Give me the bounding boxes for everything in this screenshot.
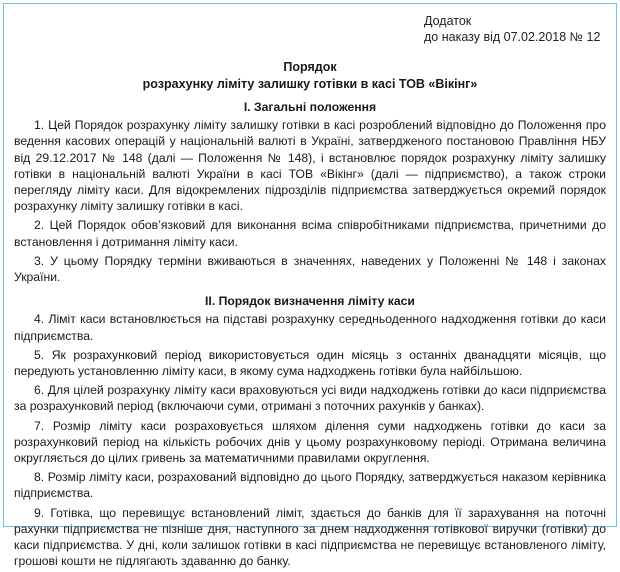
paragraph-8: 8. Розмір ліміту каси, розрахований відповідно до цього Порядку, затверджується наказом керівника підприємства. bbox=[14, 470, 606, 501]
paragraph-9: 9. Готівка, що перевищує встановлений ліміт, здається до банків для її зарахування на поточні рахунки підприємства не пізніше дня, наступного за днем надходження готівкової виручки (готівки) до каси підприємства. У дні, коли залишок готівки в касі підприємства не перевищує встановленого ліміту, грошові кошти не підлягають здаванню до банку. bbox=[14, 505, 606, 569]
document-title bbox=[4, 59, 616, 93]
annex-order-reference: до наказу від 07.02.2018 № 12 bbox=[424, 30, 601, 44]
section-heading: I. Загальні положення bbox=[243, 100, 377, 114]
annex-block bbox=[424, 13, 600, 45]
document-body bbox=[14, 99, 606, 572]
paragraph-2: 2. Цей Порядок обов’язковий для виконання всіма співробітниками підприємства, причетними до встановлення і дотримання ліміту каси. bbox=[14, 218, 606, 249]
section-general-provisions bbox=[14, 99, 606, 285]
annex-label: Додаток bbox=[424, 14, 472, 28]
paragraph-1: 1. Цей Порядок розрахунку ліміту залишку готівки в касі розроблений відповідно до Положення про ведення касових операцій у національній валюті в Україні, затвердженого постановою Правління НБУ від 29.12.2017 № 148 (далі — Положення № 148), і встановлює порядок розрахунку ліміту залишку готівки в національній валюті України в касі ТОВ «Вікінг» (далі — підприємство), а також строки перегляду ліміту каси. Для відокремлених підрозділів підприємства затверджується окремий порядок розрахунку ліміту залишку готівки в касі. bbox=[14, 118, 606, 214]
paragraph-3: 3. У цьому Порядку терміни вживаються в значеннях, наведених у Положенні № 148 і законах України. bbox=[14, 253, 606, 285]
section-limit-determination bbox=[14, 293, 606, 569]
paragraph-7: 7. Розмір ліміту каси розраховується шляхом ділення суми надходжень готівки до каси за розрахунковий період на кількість робочих днів у цьому розрахунковому періоді. Отримана величина округляється до цілих гривень за математичними правилами округлення. bbox=[14, 418, 606, 466]
paragraph-4: 4. Ліміт каси встановлюється на підставі розрахунку середньоденного надходження готівки до каси підприємства. bbox=[14, 312, 606, 343]
paragraph-5: 5. Як розрахунковий період використовується один місяць з останніх дванадцяти місяців, що передують установленню ліміту каси, в якому сума надходжень готівки була найбільшою. bbox=[14, 347, 606, 379]
paragraph-6: 6. Для цілей розрахунку ліміту каси враховуються усі види надходжень готівки до каси підприємства за розрахунковий період (включаючи суми, отримані з поточних рахунків у банках). bbox=[14, 383, 606, 414]
title-line-1: Порядок bbox=[283, 60, 337, 74]
title-line-2: розрахунку ліміту залишку готівки в касі ТОВ «Вікінг» bbox=[142, 77, 478, 91]
section-heading: II. Порядок визначення ліміту каси bbox=[205, 294, 415, 309]
document-page bbox=[3, 3, 617, 569]
